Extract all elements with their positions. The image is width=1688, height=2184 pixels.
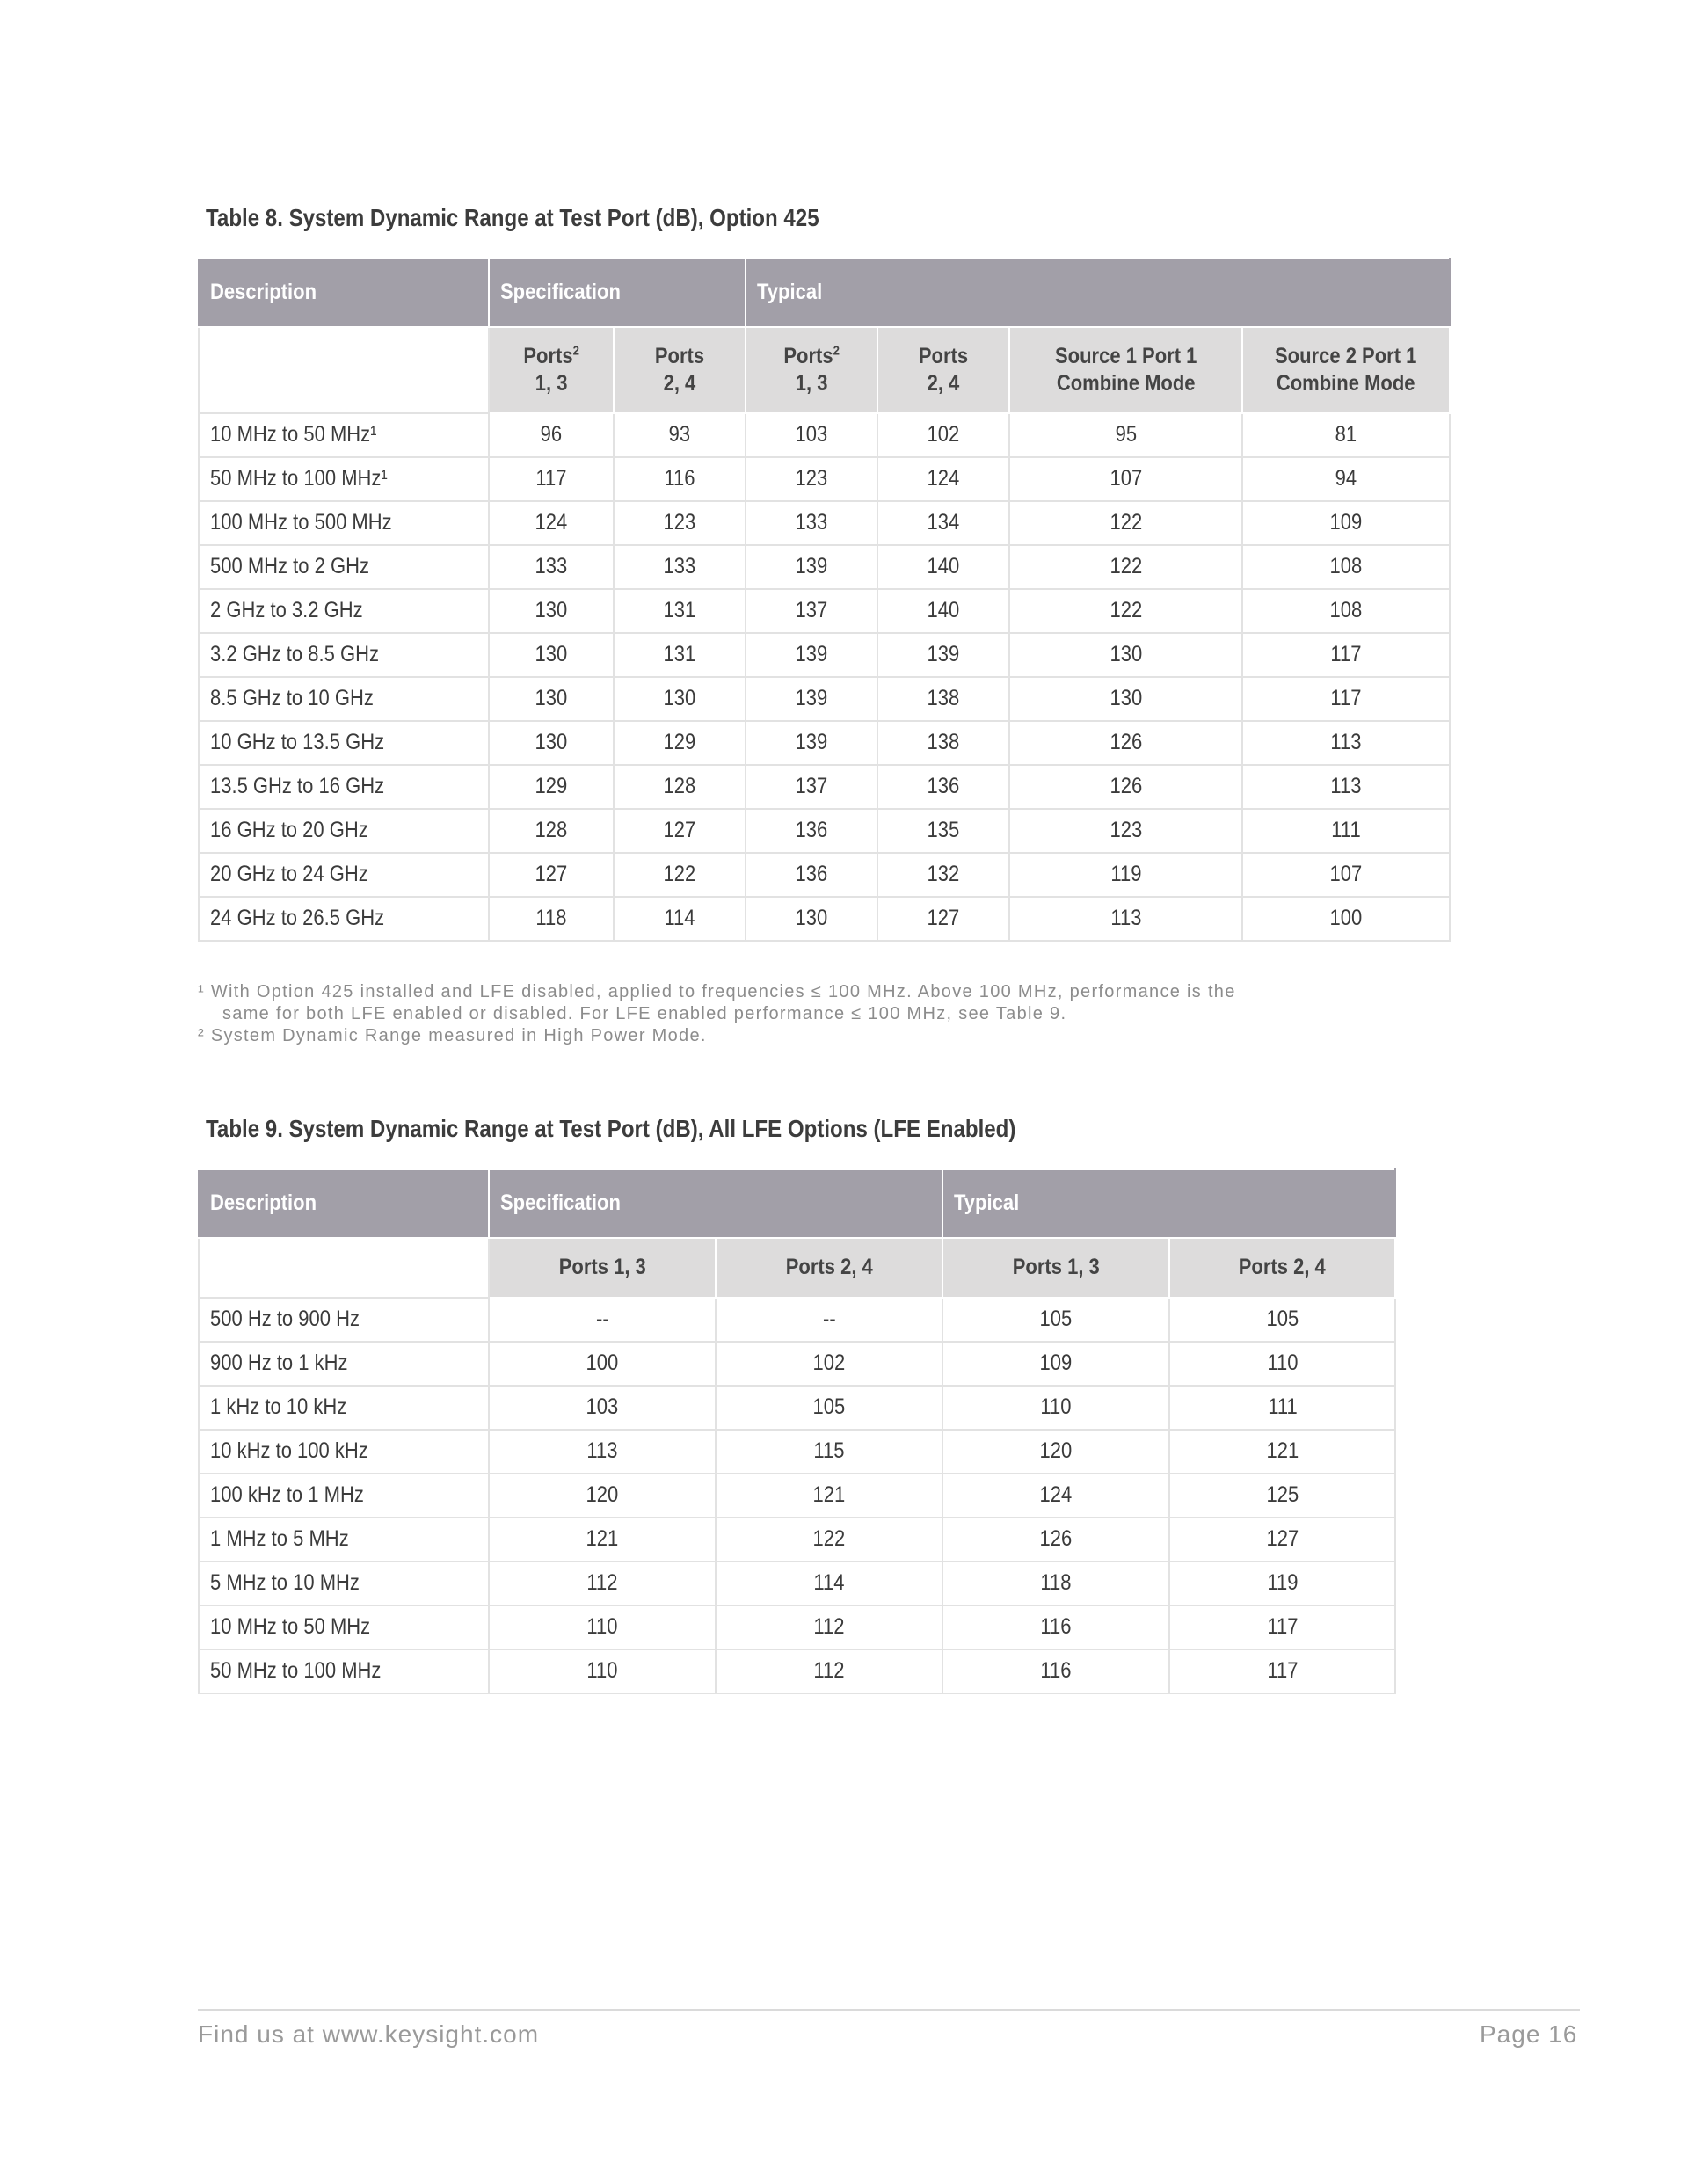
table8-cell-value: 122	[1009, 501, 1242, 545]
table8-row	[199, 457, 1450, 501]
table8-cell-description: 3.2 GHz to 8.5 GHz	[199, 633, 489, 677]
table9-cell-value: 121	[489, 1518, 716, 1562]
table8-cell-value: 102	[877, 413, 1009, 457]
table8-cell-value: 139	[746, 721, 877, 765]
table8-cell-value: 130	[614, 677, 746, 721]
table9-cell-value: 120	[942, 1430, 1169, 1474]
table9-row	[199, 1386, 1395, 1430]
table9-cell-value: --	[716, 1298, 942, 1342]
table8-cell-value: 108	[1242, 545, 1450, 589]
table9-subheader-spec-ports-1-3: Ports 1, 3	[489, 1238, 716, 1298]
table8-cell-value: 133	[746, 501, 877, 545]
table8-footnotes	[198, 981, 1446, 1047]
table8-cell-value: 136	[746, 809, 877, 853]
table8-cell-value: 136	[746, 853, 877, 897]
table8-cell-description: 8.5 GHz to 10 GHz	[199, 677, 489, 721]
table8-cell-value: 122	[1009, 589, 1242, 633]
table8-cell-value: 139	[746, 633, 877, 677]
table8-body	[199, 413, 1450, 941]
table8-cell-value: 117	[1242, 677, 1450, 721]
table8-cell-value: 132	[877, 853, 1009, 897]
table8-cell-value: 113	[1242, 721, 1450, 765]
table9-cell-value: 118	[942, 1562, 1169, 1605]
table9-header-specification: Specification	[489, 1169, 942, 1238]
table8-cell-value: 95	[1009, 413, 1242, 457]
table8-row	[199, 677, 1450, 721]
table8-cell-value: 81	[1242, 413, 1450, 457]
table8-cell-description: 100 MHz to 500 MHz	[199, 501, 489, 545]
table8-cell-description: 13.5 GHz to 16 GHz	[199, 765, 489, 809]
table9-header-typical: Typical	[942, 1169, 1395, 1238]
table8-cell-value: 130	[489, 589, 614, 633]
table8-cell-value: 131	[614, 589, 746, 633]
table8-cell-value: 126	[1009, 765, 1242, 809]
table8-cell-value: 107	[1009, 457, 1242, 501]
table8-cell-value: 123	[1009, 809, 1242, 853]
table8-cell-description: 16 GHz to 20 GHz	[199, 809, 489, 853]
table9-cell-description: 500 Hz to 900 Hz	[199, 1298, 489, 1342]
table9-body	[199, 1298, 1395, 1693]
table9	[198, 1168, 1396, 1694]
table9-row	[199, 1605, 1395, 1649]
table8-cell-value: 93	[614, 413, 746, 457]
table8-cell-value: 130	[489, 721, 614, 765]
table8-subheader-source2-combine: Source 2 Port 1 Combine Mode	[1242, 327, 1450, 413]
footer-divider	[198, 2009, 1580, 2011]
table8-cell-description: 24 GHz to 26.5 GHz	[199, 897, 489, 941]
table8-subheader-spec-ports-2-4: Ports 2, 4	[614, 327, 746, 413]
table8-cell-description: 20 GHz to 24 GHz	[199, 853, 489, 897]
table8-cell-value: 123	[614, 501, 746, 545]
table9-cell-value: 112	[489, 1562, 716, 1605]
table8-cell-value: 113	[1009, 897, 1242, 941]
footnote-1-continued: same for both LFE enabled or disabled. For LFE enabled performance ≤ 100 MHz, see Table 9.	[222, 1004, 1067, 1023]
table9-cell-description: 900 Hz to 1 kHz	[199, 1342, 489, 1386]
table8-subheader-blank	[199, 327, 489, 413]
table8-cell-value: 100	[1242, 897, 1450, 941]
table9-row	[199, 1298, 1395, 1342]
table8-row	[199, 853, 1450, 897]
table8-cell-value: 130	[746, 897, 877, 941]
table8-cell-value: 113	[1242, 765, 1450, 809]
table9-cell-value: 100	[489, 1342, 716, 1386]
table9-cell-description: 1 MHz to 5 MHz	[199, 1518, 489, 1562]
table8-cell-value: 139	[746, 545, 877, 589]
table9-subheader-typ-ports-1-3: Ports 1, 3	[942, 1238, 1169, 1298]
table8-cell-value: 117	[1242, 633, 1450, 677]
table9-cell-value: 110	[489, 1605, 716, 1649]
table8-row	[199, 809, 1450, 853]
table9-cell-value: 119	[1169, 1562, 1395, 1605]
table8-header-specification: Specification	[489, 258, 746, 327]
table8-cell-value: 118	[489, 897, 614, 941]
table9-cell-description: 1 kHz to 10 kHz	[199, 1386, 489, 1430]
table8-cell-value: 128	[614, 765, 746, 809]
table9-cell-value: 115	[716, 1430, 942, 1474]
table8-cell-value: 122	[1009, 545, 1242, 589]
table8-row	[199, 545, 1450, 589]
table9-subheader-spec-ports-2-4: Ports 2, 4	[716, 1238, 942, 1298]
table9-header-description: Description	[199, 1169, 489, 1238]
table9-row	[199, 1649, 1395, 1693]
table8-row	[199, 897, 1450, 941]
table8-cell-value: 103	[746, 413, 877, 457]
table8-cell-value: 129	[614, 721, 746, 765]
footnote-1: ¹ With Option 425 installed and LFE disabled, applied to frequencies ≤ 100 MHz. Above 100 MHz, performance is the	[198, 982, 1236, 1001]
table9-row	[199, 1518, 1395, 1562]
table9-subheader-typ-ports-2-4: Ports 2, 4	[1169, 1238, 1395, 1298]
table9-cell-description: 10 kHz to 100 kHz	[199, 1430, 489, 1474]
table8-cell-value: 139	[877, 633, 1009, 677]
table9-cell-value: 111	[1169, 1386, 1395, 1430]
table8-cell-value: 128	[489, 809, 614, 853]
table8-row	[199, 765, 1450, 809]
table8-cell-value: 117	[489, 457, 614, 501]
table9-cell-value: 110	[489, 1649, 716, 1693]
table8-cell-value: 131	[614, 633, 746, 677]
table9-cell-value: --	[489, 1298, 716, 1342]
table9-cell-value: 103	[489, 1386, 716, 1430]
table8-header-description: Description	[199, 258, 489, 327]
table9-cell-value: 105	[942, 1298, 1169, 1342]
table8-cell-value: 134	[877, 501, 1009, 545]
table8-cell-description: 10 MHz to 50 MHz¹	[199, 413, 489, 457]
table9-cell-value: 112	[716, 1649, 942, 1693]
table9-cell-description: 100 kHz to 1 MHz	[199, 1474, 489, 1518]
table8-cell-value: 140	[877, 545, 1009, 589]
table9-row	[199, 1562, 1395, 1605]
table9-cell-value: 124	[942, 1474, 1169, 1518]
table8-cell-value: 137	[746, 589, 877, 633]
table8-subheader-row	[199, 327, 1450, 413]
table8-cell-value: 127	[614, 809, 746, 853]
table8-cell-value: 111	[1242, 809, 1450, 853]
table9-row	[199, 1474, 1395, 1518]
table8-header-typical: Typical	[746, 258, 1450, 327]
table8-cell-value: 133	[614, 545, 746, 589]
table9-cell-value: 126	[942, 1518, 1169, 1562]
table8-cell-value: 127	[489, 853, 614, 897]
table8-cell-value: 130	[1009, 633, 1242, 677]
table9-cell-value: 125	[1169, 1474, 1395, 1518]
table8-row	[199, 589, 1450, 633]
table9-title: Table 9. System Dynamic Range at Test Port (dB), All LFE Options (LFE Enabled)	[206, 1115, 1016, 1142]
table9-cell-value: 109	[942, 1342, 1169, 1386]
table9-cell-value: 102	[716, 1342, 942, 1386]
table8-cell-value: 138	[877, 721, 1009, 765]
table8-subheader-typ-ports-2-4: Ports 2, 4	[877, 327, 1009, 413]
table9-cell-description: 50 MHz to 100 MHz	[199, 1649, 489, 1693]
table9-row	[199, 1342, 1395, 1386]
table9-cell-value: 116	[942, 1605, 1169, 1649]
footnote-2: ² System Dynamic Range measured in High Power Mode.	[198, 1026, 707, 1045]
table8-cell-value: 135	[877, 809, 1009, 853]
table8-row	[199, 633, 1450, 677]
table8-cell-value: 107	[1242, 853, 1450, 897]
table9-subheader-blank	[199, 1238, 489, 1298]
table8-cell-value: 114	[614, 897, 746, 941]
table9-cell-value: 116	[942, 1649, 1169, 1693]
table8-cell-description: 10 GHz to 13.5 GHz	[199, 721, 489, 765]
table8-cell-value: 138	[877, 677, 1009, 721]
table9-cell-value: 117	[1169, 1649, 1395, 1693]
table9-cell-value: 121	[716, 1474, 942, 1518]
table8-cell-description: 2 GHz to 3.2 GHz	[199, 589, 489, 633]
table8-cell-value: 130	[489, 633, 614, 677]
table9-cell-value: 105	[716, 1386, 942, 1430]
table8-cell-value: 129	[489, 765, 614, 809]
table9-cell-value: 110	[1169, 1342, 1395, 1386]
table9-cell-value: 113	[489, 1430, 716, 1474]
table8-subheader-spec-ports-1-3: Ports$^2$ 1, 3	[489, 327, 614, 413]
table8-cell-value: 116	[614, 457, 746, 501]
table8-subheader-source1-combine: Source 1 Port 1 Combine Mode	[1009, 327, 1242, 413]
table8-cell-value: 109	[1242, 501, 1450, 545]
table8-cell-value: 130	[489, 677, 614, 721]
table9-cell-description: 10 MHz to 50 MHz	[199, 1605, 489, 1649]
table8-cell-value: 136	[877, 765, 1009, 809]
table9-cell-value: 120	[489, 1474, 716, 1518]
table9-cell-description: 5 MHz to 10 MHz	[199, 1562, 489, 1605]
table8-cell-value: 126	[1009, 721, 1242, 765]
table8-cell-value: 123	[746, 457, 877, 501]
table9-cell-value: 112	[716, 1605, 942, 1649]
table8	[198, 258, 1451, 942]
table8-title: Table 8. System Dynamic Range at Test Port (dB), Option 425	[206, 204, 819, 231]
table8-cell-value: 139	[746, 677, 877, 721]
table8-cell-description: 500 MHz to 2 GHz	[199, 545, 489, 589]
table8-cell-value: 140	[877, 589, 1009, 633]
table8-subheader-typ-ports-1-3: Ports$^2$ 1, 3	[746, 327, 877, 413]
table8-row	[199, 721, 1450, 765]
table8-cell-value: 130	[1009, 677, 1242, 721]
table8-cell-value: 133	[489, 545, 614, 589]
table9-cell-value: 114	[716, 1562, 942, 1605]
table8-cell-value: 137	[746, 765, 877, 809]
table9-row	[199, 1430, 1395, 1474]
table8-cell-description: 50 MHz to 100 MHz¹	[199, 457, 489, 501]
table9-subheader-row	[199, 1238, 1395, 1298]
table9-cell-value: 110	[942, 1386, 1169, 1430]
table8-cell-value: 124	[489, 501, 614, 545]
table9-header-row	[199, 1169, 1395, 1238]
footer-page-number: Page 16	[1480, 2020, 1578, 2048]
table9-cell-value: 117	[1169, 1605, 1395, 1649]
table8-cell-value: 94	[1242, 457, 1450, 501]
table8-cell-value: 122	[614, 853, 746, 897]
table8-cell-value: 96	[489, 413, 614, 457]
table8-cell-value: 119	[1009, 853, 1242, 897]
table8-cell-value: 124	[877, 457, 1009, 501]
table9-cell-value: 121	[1169, 1430, 1395, 1474]
footer-website-link[interactable]: Find us at www.keysight.com	[198, 2020, 540, 2048]
table8-cell-value: 127	[877, 897, 1009, 941]
table9-cell-value: 122	[716, 1518, 942, 1562]
table8-row	[199, 413, 1450, 457]
table9-cell-value: 105	[1169, 1298, 1395, 1342]
table9-cell-value: 127	[1169, 1518, 1395, 1562]
table8-row	[199, 501, 1450, 545]
table8-header-row	[199, 258, 1450, 327]
table8-cell-value: 108	[1242, 589, 1450, 633]
